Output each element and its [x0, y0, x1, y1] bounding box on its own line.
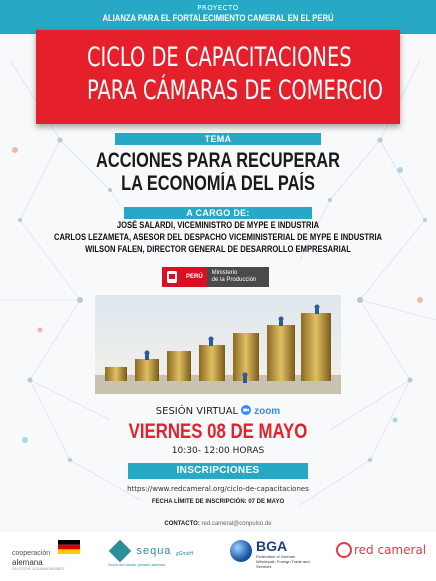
speaker-item: JOSÉ SALARDI, VICEMINISTRO DE MYPE E INDUSTRIA	[116, 220, 320, 231]
peru-shield-icon	[162, 267, 182, 287]
coop-line-2: alemana	[12, 558, 43, 567]
topic-title-line-1: ACCIONES PARA RECUPERAR	[96, 149, 340, 172]
red-cameral-ring-icon	[336, 542, 352, 558]
zoom-logo	[241, 406, 280, 417]
speaker-item: CARLOS LEZAMETA, ASESOR DEL DESPACHO VICEMINISTERIAL DE MYPE E INDUSTRIA	[53, 232, 383, 243]
contact-line	[0, 521, 436, 527]
a-cargo-label: A CARGO DE:	[124, 207, 311, 219]
session-line	[0, 405, 436, 417]
topic-title	[0, 149, 436, 195]
tema-label: TEMA	[115, 133, 322, 145]
ministry-line-1: Ministerio	[211, 270, 238, 276]
peru-label: PERÚ	[182, 267, 207, 287]
ministry-line-2: de la Producción	[211, 277, 257, 283]
sequa-mark-icon	[109, 539, 132, 562]
cooperacion-alemana-logo	[12, 542, 82, 571]
tema-label-wrap	[0, 129, 436, 147]
session-hours: 10:30- 12:00 HORAS	[171, 446, 265, 456]
ministry-logo	[162, 266, 269, 288]
sequa-name: sequa	[136, 544, 172, 557]
session-virtual-label: SESIÓN VIRTUAL	[155, 406, 239, 417]
zoom-camera-icon	[241, 405, 251, 415]
inscripciones-label: INSCRIPCIONES	[128, 463, 308, 479]
hero-banner	[36, 30, 400, 124]
session-date-text: VIERNES 08 DE MAYO	[128, 420, 308, 443]
speakers-list	[0, 220, 436, 256]
hero-line-2: PARA CÁMARAS DE COMERCIO	[86, 75, 383, 106]
sequa-subtitle: Socio del sector privado alemán	[108, 562, 165, 567]
bga-name: BGA	[256, 538, 288, 554]
globe-icon	[230, 540, 252, 562]
topic-title-line-2: LA ECONOMÍA DEL PAÍS	[121, 172, 315, 195]
speaker-item: WILSON FALEN, DIRECTOR GENERAL DE DESARROLLO EMPRESARIAL	[85, 244, 351, 255]
coop-line-1: cooperación	[12, 550, 51, 557]
zoom-label: zoom	[254, 406, 281, 417]
ministry-name	[207, 267, 269, 287]
sponsor-footer	[0, 532, 436, 581]
hero-line-1: CICLO DE CAPACITACIONES	[86, 42, 352, 73]
contact-email[interactable]: red.cameral@conpulso.de	[201, 521, 272, 527]
sequa-logo	[108, 542, 208, 567]
german-flag-icon	[58, 540, 80, 554]
red-cameral-name: red cameral	[354, 543, 427, 557]
registration-link[interactable]: https://www.redcameral.org/ciclo-de-capacitaciones	[127, 485, 309, 493]
coin-stacks-photo	[95, 295, 341, 394]
project-header-bar	[0, 0, 436, 34]
sequa-tag: gGmbH	[175, 551, 194, 557]
bga-subtitle: Federation of German Wholesale, Foreign Trade and Services	[256, 554, 310, 569]
a-cargo-label-wrap	[0, 203, 436, 221]
project-label: PROYECTO	[197, 4, 239, 12]
contact-label: CONTACTO:	[164, 521, 200, 527]
alliance-title: ALIANZA PARA EL FORTALECIMIENTO CAMERAL EN EL PERÚ	[102, 13, 334, 23]
registration-deadline: FECHA LÍMITE DE INSCRIPCIÓN: 07 DE MAYO	[151, 499, 285, 505]
session-date	[0, 420, 436, 444]
coop-line-3: DEUTSCHE ZUSAMMENARBEIT	[12, 567, 65, 571]
